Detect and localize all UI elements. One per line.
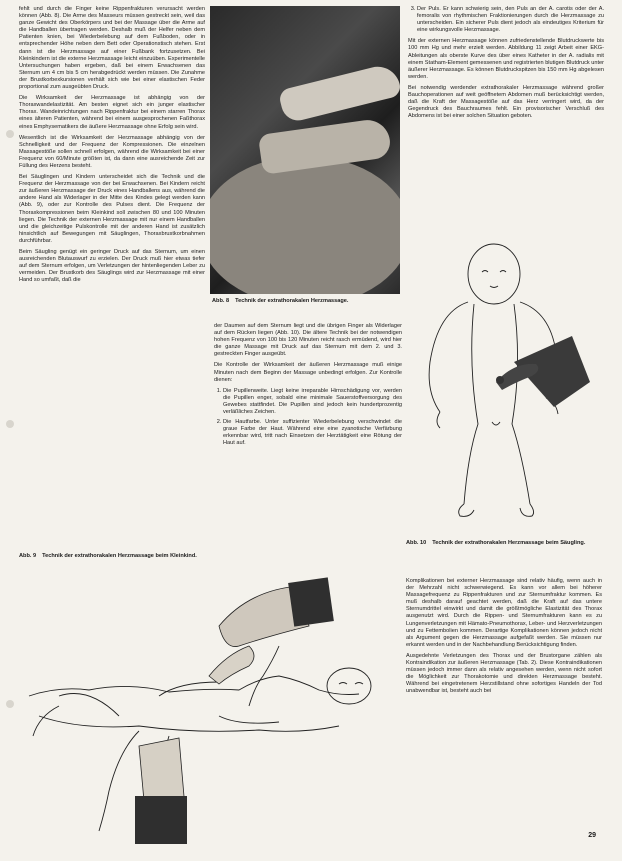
list-item: 1. Die Pupillenweite. Liegt keine irreparable Hirnschädigung vor, werden die Pupillen enger, sobald eine minimale Sauerstoffversorgung des Gewebes stattfindet. Die Pupillen sind jedoch kein hundertprozentig verläßliches Zeichen. <box>223 388 402 416</box>
figure-8-photo <box>210 6 400 294</box>
paragraph: Die Kontrolle der Wirksamkeit der äußeren Herzmassage muß einige Minuten nach dem Beginn der Massage unbedingt erfolgen. Zur Kontrolle dienen: <box>214 362 402 383</box>
right-text-column <box>408 6 604 236</box>
paragraph: Wesentlich ist die Wirksamkeit der Herzmassage abhängig von der Schnelligkeit und der Frequenz der Kompressionen. Die einzelnen Massagestöße sollen schnell erfolgen, während die Wirksamkeit bei einer Frequenz von 60/Minute größten ist, da dann eine ausreichende Zeit zur Füllung des Herzens besteht. <box>19 134 205 169</box>
figure-8-label: Abb. 8 <box>212 298 230 304</box>
figure-9-caption <box>19 553 399 560</box>
paragraph: Ausgedehnte Verletzungen des Thorax und der Brustorgane zählen als Kontraindikation zur äußeren Herzmassage (Tab. 2). Diese Kontraindikationen müssen jedoch immer dann als relativ angesehen werden, wenn nicht sofort die Möglichkeit zur Thorakotomie und direkten Herzmassage besteht. Während bei eingetretenem Herzstillstand ohne sofortiges Handeln der Tod unabwendbar ist, besteht auch bei <box>406 652 602 695</box>
figure-8-text: Technik der extrathorakalen Herzmassage. <box>235 298 349 304</box>
punch-mark <box>6 420 14 428</box>
punch-mark <box>6 700 14 708</box>
paragraph: Mit der externen Herzmassage können zufriedenstellende Blutdruckwerte bis 100 mm Hg und mehr erzielt werden. Abbildung 11 zeigt Arbeit einer EKG-Ableitungen als oberste Kurve des über eines Katheter in der A. radialis mit einem Statham-Element gemessenen und registrierten blutigen Blutdruck unter äußerer Herzmassage. Es können Blutdruckspitzen bis 150 mm Hg abgelesen werden. <box>408 38 604 80</box>
paragraph: Bei Säuglingen und Kindern unterscheidet sich die Technik und die Frequenz der Herzmassage von der bei Erwachsenen. Bei Kindern reicht zur äußeren Herzmassage der Druck eines Handballens aus, während die andere Hand als Widerlager in der Mitte des Kindes gelegt werden kann (Abb. 9), oder zur Kontrolle des Pulses dient. Die Frequenz der Thoraxkompressionen beim Kleinkind soll zwischen 80 und 100 Minuten liegen. Die Technik der externen Herzmassage mit nur einem Handballen und die gleichzeitige Pulskontrolle mit der anderen Hand ist zusätzlich hinsichtlich auf Bewegungen mit Säuglingen, Thoraxbrustkorbnahmen durchführbar. <box>19 174 205 244</box>
list-item: 3. Der Puls. Er kann schwierig sein, den Puls an der A. carotis oder der A. femoralis von rhythmischen Fraktionierungen durch die Herzmassage zu unterscheiden. Ein sicherer Puls dient jedoch als eindeutiges Kriterium für eine wirkungsvolle Herzmassage. <box>417 6 604 34</box>
figure-8-caption <box>212 298 402 305</box>
middle-text-column <box>214 323 402 538</box>
figure-9-drawing <box>19 566 401 848</box>
figure-10-drawing <box>404 232 610 534</box>
figure-10-label: Abb. 10 <box>406 540 427 546</box>
paragraph: Bei notwendig werdender extrathorakaler Herzmassage während großer Bauchoperationen auf weit geöffnetem Abdomen muß berücksichtigt werden, daß die Kraft der Massagestöße auf das Herz verringert wird, da der Gegendruck des Bauchraumes fehlt. Ein provisorischer Verschluß des Abdomens ist bei einer solchen Situation geboten. <box>408 84 604 120</box>
bottom-right-text-column <box>406 578 602 846</box>
punch-mark <box>6 130 14 138</box>
page-number: 29 <box>588 832 596 839</box>
figure-10-text: Technik der extrathorakalen Herzmassage beim Säugling. <box>432 540 586 546</box>
left-text-column <box>19 6 205 536</box>
figure-10-caption <box>406 540 602 547</box>
paragraph: der Daumen auf dem Sternum liegt und die übrigen Finger als Widerlager auf dem Rücken liegen (Abb. 10). Die ältere Technik bei der notwendigen hohen Frequenz von 100 bis 120 Minuten reicht rasch ermüdend, wird hier die ganze Massage mit Druck auf das Sternum mit dem 2. und 3. gestreckten Finger ausgeübt. <box>214 323 402 358</box>
figure-9-label: Abb. 9 <box>19 553 37 559</box>
paragraph: Beim Säugling genügt ein geringer Druck auf das Sternum, um einen ausreichenden Blutauswurf zu erzielen. Der Druck muß hier etwas tiefer auf dem Sternum erfolgen, um Verletzungen der hintenliegenden Leber zu vermeiden. Der Brustkorb des Säuglings wird zur Herzmassage mit einer Hand so umfaßt, daß die <box>19 249 205 284</box>
numbered-list <box>214 388 402 448</box>
paragraph: fehlt und durch die Finger keine Rippenfrakturen verursacht werden können (Abb. 8). Die Arme des Masseurs müssen gestreckt sein, weil das ganze Gewicht des Oberkörpers und bei der Massage über die Arme auf die Handballen übertragen werden. Deshalb muß der Helfer neben dem Patienten knien, bei Wiederbelebung auf dem Fußboden, oder in entsprechender Höhe neben dem Bett oder Operationstisch stehen. Erst dann ist die Herzmassage auf einer Fußbank fortzusetzen. Bei Kleinkindern ist die externe Herzmassage leicht einzuüben. Experimentelle Untersuchungen haben ergeben, daß bei einem Erwachsenen das Sternum um 4 cm bis 5 cm herabgedrückt werden müssen. Die Zunahme der Brustkorbexkursionen verhält sich wie bei einer elastischen Feder proportional zum ausgeübten Druck. <box>19 6 205 91</box>
paragraph: Komplikationen bei externer Herzmassage sind relativ häufig, wenn auch in der Mehrzahl nicht schwerwiegend. Es kann vor allem bei höherer Massagefrequenz zu Rippenfrakturen und zur Sternumfraktur kommen. Es muß deshalb darauf geachtet werden, daß die Kraft auf das untere Sternumdrittel einwirkt und damit die größtmögliche Elastizität des Thorax ausgenutzt wird. Durch die Rippen- und Sternumfrakturen kann es zu Lungenverletzungen mit Hämato-Pneumothorax, Leber- und Herzverletzungen und zu Fettembolien kommen. Derartige Komplikationen können jedoch nicht als Argument gegen die Herzmassage aufgefaßt werden. Sie müssen nur erkannt werden und in der Nachbehandlung Berücksichtigung finden. <box>406 578 602 648</box>
paragraph: Die Wirksamkeit der Herzmassage ist abhängig von der Thoraxwandelastizität. Am besten eignet sich ein junger elastischer Thorax. Wandeinrichtungen nach Rippenfraktur bei einem starren Thorax eines älteren Patienten, während bei einem ausgesprochenen Faßthorax eines Emphysematikers die äußere Herzmassage ohne Erfolg sein wird. <box>19 95 205 130</box>
numbered-list <box>408 6 604 34</box>
figure-9-text: Technik der extrathorakalen Herzmassage beim Kleinkind. <box>42 553 197 559</box>
list-item: 2. Die Hautfarbe. Unter suffizienter Wiederbelebung verschwindet die graue Farbe der Haut. Während eine eine zyanotische Verfärbung erkennbar wird, tritt nach Einsetzen der Herztätigkeit eine Rötung der Haut auf. <box>223 419 402 447</box>
